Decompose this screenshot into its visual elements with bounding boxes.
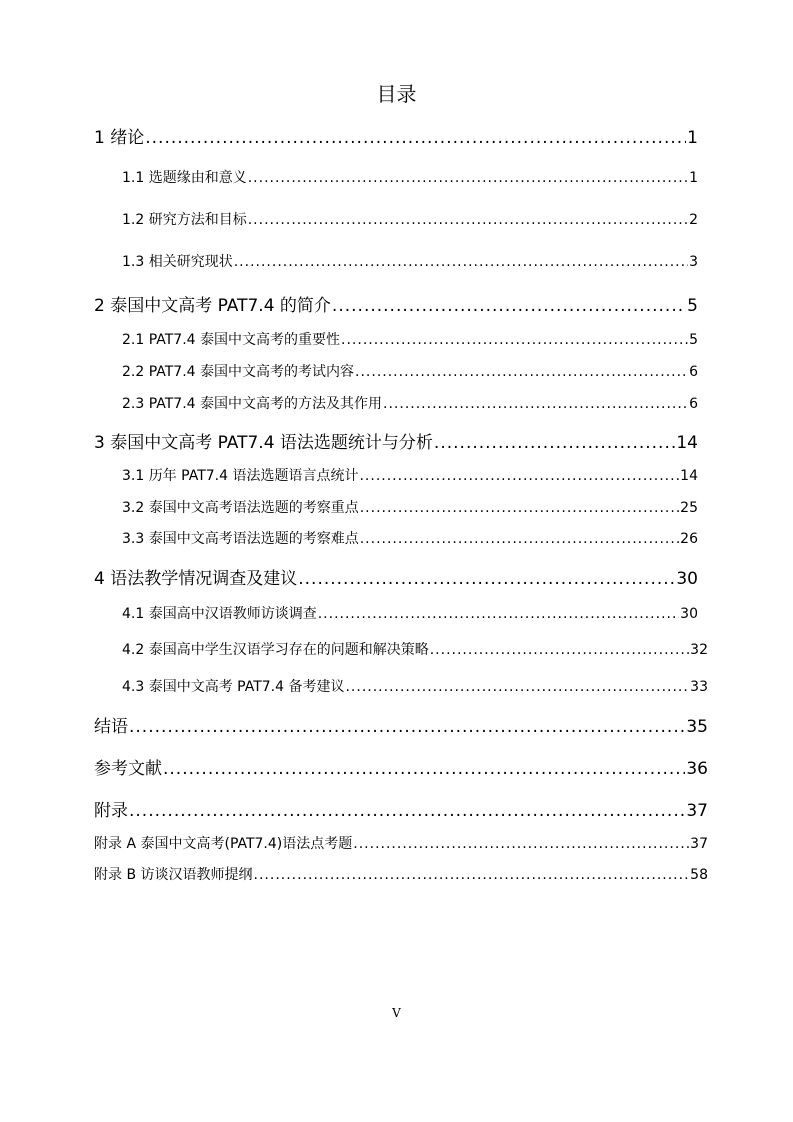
toc-entry-label: 结语 xyxy=(94,717,128,737)
toc-entry[interactable] xyxy=(122,329,698,349)
toc-entry-label: 1.2 研究方法和目标 xyxy=(122,212,247,228)
toc-entry-label: 附录 B 访谈汉语教师提纲 xyxy=(94,867,253,883)
dot-leader xyxy=(318,606,679,622)
toc-entry[interactable] xyxy=(122,251,698,271)
toc-entry-page: 37 xyxy=(686,801,708,821)
toc-entry[interactable] xyxy=(122,603,698,623)
toc-entry[interactable] xyxy=(122,209,698,229)
toc-entry-page: 5 xyxy=(687,296,698,316)
dot-leader xyxy=(360,500,679,516)
toc-entry[interactable] xyxy=(122,167,698,187)
toc-entry-page: 2 xyxy=(689,212,698,228)
dot-leader xyxy=(129,801,685,821)
toc-entry[interactable] xyxy=(122,361,698,381)
toc-entry-label: 参考文献 xyxy=(94,759,162,779)
toc-entry[interactable] xyxy=(122,465,698,485)
dot-leader xyxy=(353,836,689,852)
dot-leader xyxy=(254,867,690,883)
dot-leader xyxy=(234,254,688,270)
page-number: V xyxy=(392,1006,401,1020)
toc-entry-page: 3 xyxy=(689,254,698,270)
toc-entry-label: 附录 A 泰国中文高考(PAT7.4)语法点考题 xyxy=(94,836,353,852)
toc-entry-page: 6 xyxy=(689,396,698,412)
toc-entry-page: 14 xyxy=(676,433,698,453)
dot-leader xyxy=(345,679,689,695)
dot-leader xyxy=(145,128,686,148)
toc-entry-page: 26 xyxy=(680,531,698,547)
toc-entry-page: 30 xyxy=(680,606,698,622)
toc-entry[interactable] xyxy=(94,796,708,821)
toc-entry-page: 35 xyxy=(686,717,708,737)
toc-entry[interactable] xyxy=(94,864,708,884)
toc-entry-label: 3.2 泰国中文高考语法选题的考察重点 xyxy=(122,500,359,516)
toc-entry[interactable] xyxy=(122,676,708,696)
dot-leader xyxy=(360,531,679,547)
toc-entry-page: 5 xyxy=(689,332,698,348)
toc-entry[interactable] xyxy=(94,428,698,453)
page-title: 目录 xyxy=(376,82,417,106)
toc-entry-page: 30 xyxy=(676,569,698,589)
toc-entry-label: 2.1 PAT7.4 泰国中文高考的重要性 xyxy=(122,332,341,348)
toc-entry-label: 4.3 泰国中文高考 PAT7.4 备考建议 xyxy=(122,679,345,695)
toc-entry[interactable] xyxy=(94,754,708,779)
dot-leader xyxy=(341,332,688,348)
dot-leader xyxy=(359,468,679,484)
toc-entry-page: 33 xyxy=(690,679,708,695)
toc-entry-label: 1.3 相关研究现状 xyxy=(122,254,233,270)
toc-entry-label: 4 语法教学情况调查及建议 xyxy=(94,569,298,589)
toc-entry-label: 1.1 选题缘由和意义 xyxy=(122,170,247,186)
dot-leader xyxy=(434,433,675,453)
toc-entry-label: 3 泰国中文高考 PAT7.4 语法选题统计与分析 xyxy=(94,433,433,453)
toc-entry[interactable] xyxy=(94,123,698,148)
toc-entry-page: 58 xyxy=(690,867,708,883)
toc-entry-label: 4.2 泰国高中学生汉语学习存在的问题和解决策略 xyxy=(122,642,429,658)
toc-entry-page: 36 xyxy=(686,759,708,779)
toc-entry-label: 2.2 PAT7.4 泰国中文高考的考试内容 xyxy=(122,364,355,380)
toc-entry[interactable] xyxy=(122,639,708,659)
toc-entry[interactable] xyxy=(94,833,708,853)
toc-entry-page: 1 xyxy=(687,128,698,148)
toc-entry-page: 14 xyxy=(680,468,698,484)
toc-entry-label: 2.3 PAT7.4 泰国中文高考的方法及其作用 xyxy=(122,396,383,412)
toc-entry-label: 3.3 泰国中文高考语法选题的考察难点 xyxy=(122,531,359,547)
toc-entry-page: 1 xyxy=(689,170,698,186)
toc-entry-page: 37 xyxy=(690,836,708,852)
toc-entry-label: 3.1 历年 PAT7.4 语法选题语言点统计 xyxy=(122,468,359,484)
dot-leader xyxy=(332,296,686,316)
toc-entry[interactable] xyxy=(94,712,708,737)
toc-entry-label: 附录 xyxy=(94,801,128,821)
toc-entry-page: 32 xyxy=(690,642,708,658)
dot-leader xyxy=(163,759,685,779)
toc-entry[interactable] xyxy=(122,393,698,413)
toc-entry[interactable] xyxy=(122,528,698,548)
dot-leader xyxy=(355,364,688,380)
dot-leader xyxy=(298,569,675,589)
toc-entry-label: 2 泰国中文高考 PAT7.4 的简介 xyxy=(94,296,331,316)
toc-entry-label: 1 绪论 xyxy=(94,128,145,148)
dot-leader xyxy=(248,212,688,228)
dot-leader xyxy=(383,396,688,412)
dot-leader xyxy=(129,717,685,737)
dot-leader xyxy=(430,642,689,658)
toc-entry[interactable] xyxy=(122,497,698,517)
toc-entry-label: 4.1 泰国高中汉语教师访谈调查 xyxy=(122,606,317,622)
toc-entry-page: 25 xyxy=(680,500,698,516)
toc-entry[interactable] xyxy=(94,291,698,316)
dot-leader xyxy=(248,170,688,186)
toc-entry-page: 6 xyxy=(689,364,698,380)
toc-entry[interactable] xyxy=(94,564,698,589)
